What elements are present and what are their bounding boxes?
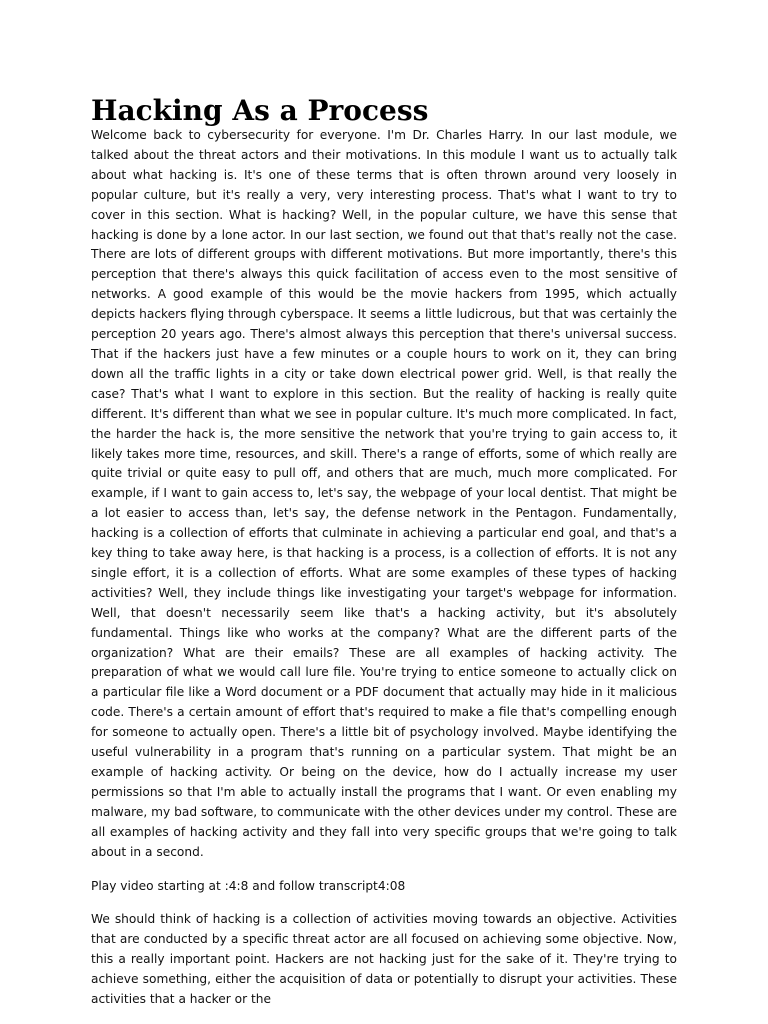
body-paragraph: We should think of hacking is a collection of activities moving towards an objective. Activities that are conducted by a specific threat actor are all focused on achieving some objective. Now, this a really important point. Hackers are not hacking just for the sake of it. They're trying to achieve something, either the acquisition of data or potentially to disrupt your activities. These activities that a hacker or the xyxy=(91,912,677,1007)
body-paragraph: Welcome back to cybersecurity for everyone. I'm Dr. Charles Harry. In our last module, we talked about the threat actors and their motivations. In this module I want us to actually talk about what hacking is. It's one of these terms that is often thrown around very loosely in popular culture, but it's really a very, very interesting process. That's what I want to try to cover in this section. What is hacking? Well, in the popular culture, we have this sense that hacking is done by a lone actor. In our last section, we found out that that's really not the case. There are lots of different groups with different motivations. But more importantly, there's this perception that there's always this quick facilitation of access even to the most sensitive of networks. A good example of this would be the movie hackers from 1995, which actually depicts hackers flying through cyberspace. It seems a little ludicrous, but that was certainly the perception 20 years ago. There's almost always this perception that there's universal success. That if the hackers just have a few minutes or a couple hours to work on it, they can bring down all the traffic lights in a city or take down electrical power grid. Well, is that really the case? That's what I want to explore in this section. But the reality of hacking is really quite different. It's different than what we see in popular culture. It's much more complicated. In fact, the harder the hack is, the more sensitive the network that you're trying to gain access to, it likely takes more time, resources, and skill. There's a range of efforts, some of which really are quite trivial or quite easy to pull off, and others that are much, much more complicated. For example, if I want to gain access to, let's say, the webpage of your local dentist. That might be a lot easier to access than, let's say, the defense network in the Pentagon. Fundamentally, hacking is a collection of efforts that culminate in achieving a particular end goal, and that's a key thing to take away here, is that hacking is a process, is a collection of efforts. It is not any single effort, it is a collection of efforts. What are some examples of these types of hacking activities? Well, they include things like investigating your target's webpage for information. Well, that doesn't necessarily seem like that's a hacking activity, but it's absolutely fundamental. Things like who works at the company? What are the different parts of the organization? What are their emails? These are all examples of hacking activity. The preparation of what we would call lure file. You're trying to entice someone to actually click on a particular file like a Word document or a PDF document that actually may hide in it malicious code. There's a certain amount of effort that's required to make a file that's compelling enough for someone to actually open. There's a little bit of psychology involved. Maybe identifying the useful vulnerability in a program that's running on a particular system. That might be an example of hacking activity. Or being on the device, how do I actually increase my user permissions so that I'm able to actually install the programs that I want. Or even enabling my malware, my bad software, to communicate with the other devices under my control. These are all examples of hacking activity and they fall into very specific groups that we're going to talk about in a second. xyxy=(91,128,677,859)
video-timestamp-note: Play video starting at :4:8 and follow transcript4:08 xyxy=(91,878,406,893)
document-page xyxy=(91,94,677,1024)
document-title: Hacking As a Process xyxy=(91,94,429,127)
